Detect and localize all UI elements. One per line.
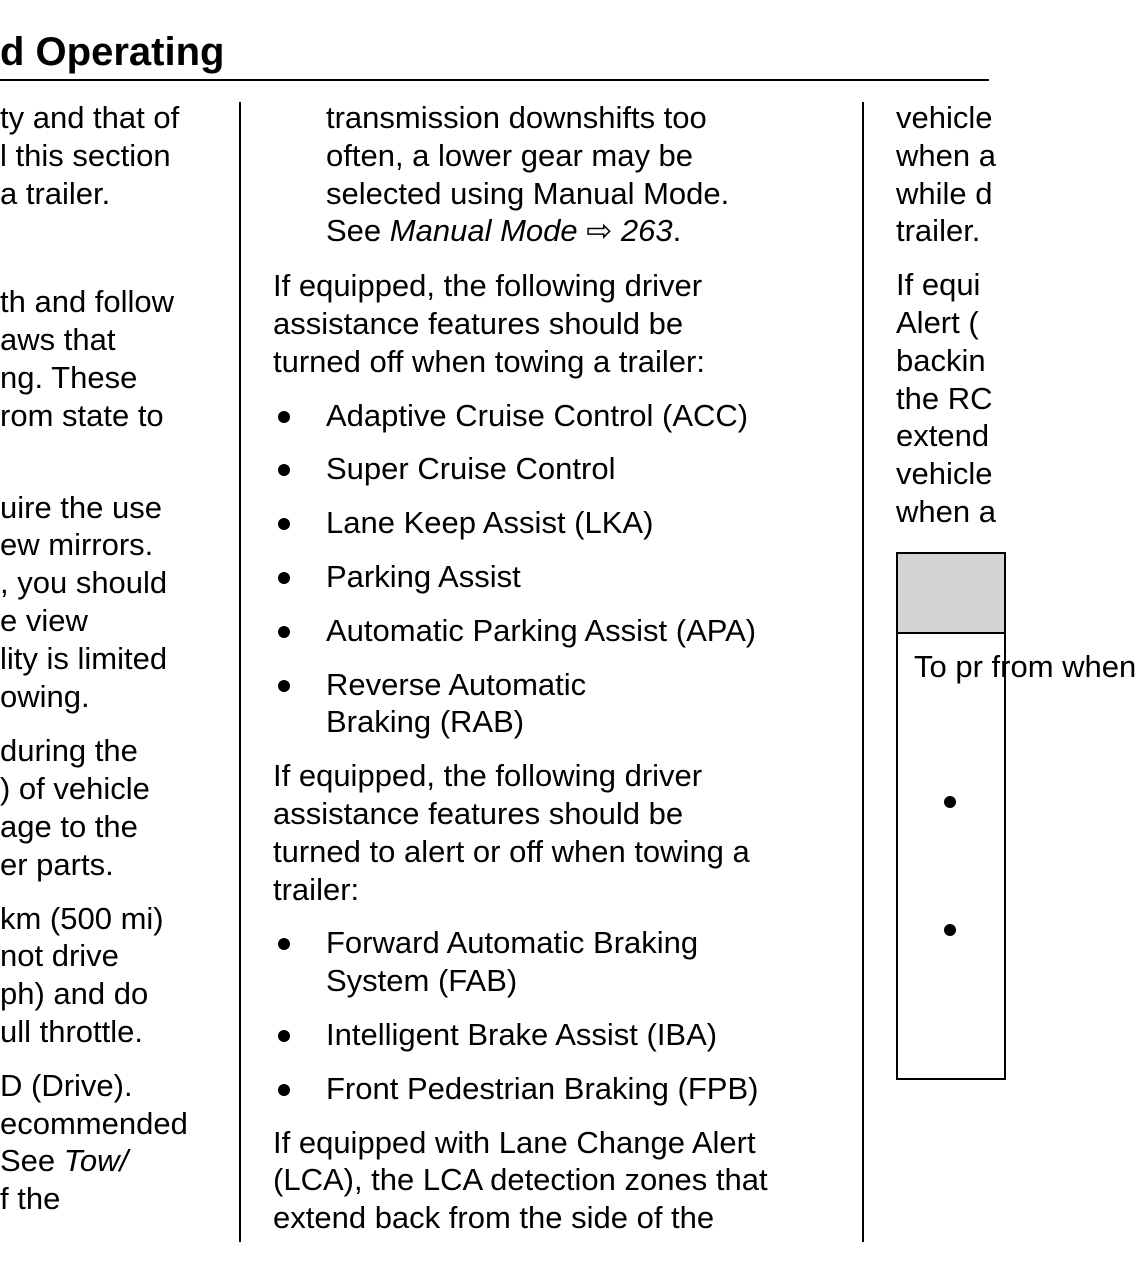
text-line: If equipped, the following driver bbox=[273, 268, 703, 304]
text-line: age to the bbox=[0, 808, 138, 844]
left-column bbox=[0, 99, 236, 1218]
text-line: trailer: bbox=[273, 871, 360, 907]
see-reference-line bbox=[326, 212, 858, 250]
text-line: turned to alert or off when towing a bbox=[273, 833, 750, 869]
list-item-text: Intelligent Brake Assist (IBA) bbox=[326, 1016, 718, 1052]
list-item bbox=[273, 504, 858, 542]
page-title: d Operating bbox=[0, 30, 225, 74]
list-item-text: Parking Assist bbox=[326, 558, 521, 594]
list-item-text: Super Cruise Control bbox=[326, 451, 616, 487]
right-column bbox=[896, 99, 996, 531]
page-number: 263 bbox=[620, 213, 673, 249]
text-line: from bbox=[991, 649, 1063, 684]
list-item-text: Lane Keep Assist (LKA) bbox=[326, 505, 654, 541]
text-line: not drive bbox=[0, 938, 119, 974]
text-line: aws that bbox=[0, 322, 116, 358]
paragraph-gap bbox=[0, 435, 236, 489]
text-line: transmission downshifts too bbox=[326, 100, 707, 135]
text-line: while d bbox=[896, 175, 993, 211]
text-line: ) of vehicle bbox=[0, 771, 150, 807]
list-item-text: Braking (RAB) bbox=[326, 704, 525, 740]
text-line: ng. These bbox=[0, 359, 138, 395]
text-line: f the bbox=[0, 1181, 61, 1217]
column-divider-right bbox=[862, 102, 864, 1242]
text-line: trailer. bbox=[896, 213, 981, 249]
bullet-list bbox=[273, 397, 858, 742]
bullet-icon bbox=[278, 1084, 290, 1096]
text-line: lity is limited bbox=[0, 640, 168, 676]
text-line: when a bbox=[896, 493, 996, 529]
text-line: when a bbox=[896, 137, 996, 173]
text-line: l this section bbox=[0, 137, 171, 173]
list-item-text: System (FAB) bbox=[326, 963, 518, 999]
header-rule bbox=[0, 79, 989, 81]
list-item-text: Front Pedestrian Braking (FPB) bbox=[326, 1070, 759, 1106]
column-divider-left bbox=[239, 102, 241, 1242]
indented-continuation bbox=[273, 99, 858, 250]
bullet-icon bbox=[278, 572, 290, 584]
text-line: If equipped with Lane Change Alert bbox=[273, 1124, 756, 1160]
list-item bbox=[273, 924, 858, 1000]
bullet-icon bbox=[278, 938, 290, 950]
paragraph-gap bbox=[0, 212, 236, 283]
text-line: a trailer. bbox=[0, 175, 111, 211]
bullet-icon bbox=[278, 411, 290, 423]
text-line bbox=[0, 1142, 236, 1180]
text-line: extend bbox=[896, 418, 990, 454]
text-line: If equi bbox=[896, 267, 981, 303]
italic-reference: Tow/ bbox=[63, 1143, 129, 1179]
text-line: assistance features should be bbox=[273, 305, 684, 341]
text-line: km (500 mi) bbox=[0, 900, 164, 936]
paragraph bbox=[273, 267, 858, 380]
list-item bbox=[273, 612, 858, 650]
bullet-icon bbox=[278, 1030, 290, 1042]
list-item bbox=[273, 397, 858, 435]
bullet-icon bbox=[278, 680, 290, 692]
text-line: the RC bbox=[896, 380, 993, 416]
list-item-text: Automatic Parking Assist (APA) bbox=[326, 612, 757, 648]
bullet-list bbox=[273, 924, 858, 1107]
text-line: owing. bbox=[0, 678, 90, 714]
see-prefix: See bbox=[326, 213, 390, 249]
bullet-icon bbox=[278, 518, 290, 530]
text-line: , you should bbox=[0, 565, 168, 601]
text-line: backin bbox=[896, 342, 986, 378]
list-item bbox=[273, 558, 858, 596]
text-line: Alert ( bbox=[896, 304, 979, 340]
paragraph bbox=[273, 757, 858, 908]
bullet-icon bbox=[278, 626, 290, 638]
paragraph bbox=[273, 1124, 858, 1237]
cross-reference-link[interactable]: Manual Mode bbox=[389, 213, 578, 249]
text-line: rom state to bbox=[0, 397, 164, 433]
list-item-text: Reverse Automatic bbox=[326, 666, 587, 702]
text-line: er parts. bbox=[0, 846, 114, 882]
text-line: ew mirrors. bbox=[0, 527, 154, 563]
bullet-icon bbox=[944, 924, 956, 936]
bullet-icon bbox=[278, 464, 290, 476]
text-line: th and follow bbox=[0, 284, 175, 320]
see-suffix: . bbox=[672, 213, 682, 249]
text-line: extend back from the side of the bbox=[273, 1200, 715, 1236]
text-line: selected using Manual Mode. bbox=[326, 175, 730, 211]
text-fragment: See bbox=[0, 1143, 64, 1179]
list-item-text: Adaptive Cruise Control (ACC) bbox=[326, 397, 749, 433]
text-line: ull throttle. bbox=[0, 1013, 144, 1049]
text-line: To pr bbox=[914, 649, 983, 684]
warning-header-band bbox=[898, 554, 1004, 634]
list-item bbox=[273, 450, 858, 488]
text-line: during the bbox=[0, 733, 138, 769]
text-line: vehicle bbox=[896, 100, 993, 135]
text-line: (LCA), the LCA detection zones that bbox=[273, 1162, 768, 1198]
text-line: D (Drive). bbox=[0, 1067, 133, 1103]
text-line: assistance features should be bbox=[273, 795, 684, 831]
list-item bbox=[273, 666, 858, 742]
text-line: ph) and do bbox=[0, 976, 149, 1012]
text-line: vehicle bbox=[896, 456, 993, 492]
text-line: turned off when towing a trailer: bbox=[273, 343, 705, 379]
warning-text bbox=[914, 648, 1136, 687]
list-item bbox=[273, 1016, 858, 1054]
text-line: e view bbox=[0, 602, 88, 638]
arrow-icon: ⇨ bbox=[586, 213, 613, 249]
text-line: If equipped, the following driver bbox=[273, 758, 703, 794]
text-line: ty and that of bbox=[0, 100, 180, 135]
text-line: uire the use bbox=[0, 489, 162, 525]
text-line: when bbox=[1062, 649, 1136, 684]
text-line: ecommended bbox=[0, 1105, 188, 1141]
middle-column bbox=[273, 99, 858, 1237]
warning-box bbox=[896, 552, 1136, 1080]
list-item-text: Forward Automatic Braking bbox=[326, 925, 699, 961]
list-item bbox=[273, 1070, 858, 1108]
bullet-icon bbox=[944, 796, 956, 808]
text-line: often, a lower gear may be bbox=[326, 137, 694, 173]
